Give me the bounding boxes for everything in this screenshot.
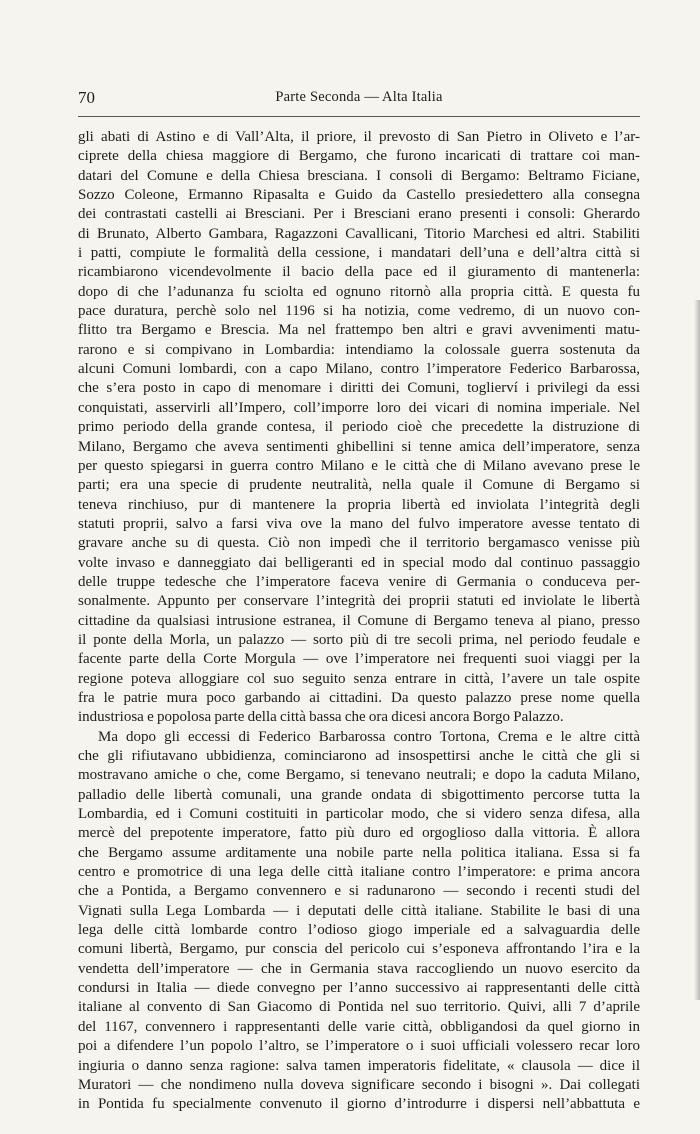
text-line: conquistati, asservirli all’Impero, coll’imporre loro dei vicari di nomina imperiale. Nel <box>78 399 640 416</box>
text-line: delle truppe tedesche che l’imperatore faceva venire di Germania o conduceva per- <box>78 573 640 590</box>
text-line: condursi in Italia — diede convegno per l’anno successivo ai rappresentanti delle città <box>78 980 640 997</box>
text-line: del 1167, convennero i rappresentanti delle varie città, obbligandosi da quel giorno in <box>78 1018 640 1035</box>
text-line: poi a difendere l’un popolo l’altro, se l’imperatore o i suoi ufficiali volessero recar loro <box>78 1038 640 1055</box>
text-line: mostravano amiche o che, come Bergamo, si tenevano neutrali; e dopo la caduta Milano, <box>78 767 640 784</box>
text-line: teneva rinchiuso, pur di mantenere la propria libertà ed inviolata l’integrità degli <box>78 496 640 513</box>
text-line: Sozzo Coleone, Ermanno Ripasalta e Guido da Castello presiedettero alla consegna <box>78 187 640 204</box>
text-line: in Pontida fu specialmente convenuto il giorno d’introdurre i dispersi nell’abbattuta e <box>78 1096 640 1113</box>
text-line: flitto tra Bergamo e Brescia. Ma nel frattempo ben altri e gravi avvenimenti matu- <box>78 322 640 339</box>
text-line: il ponte della Morla, un palazzo — sorto più di tre secoli prima, nel periodo feudale e <box>78 631 640 648</box>
text-line: parti; era una specie di prudente neutralità, nella quale il Comune di Bergamo si <box>78 477 640 494</box>
text-line: regione poteva alloggiare col suo seguito senza entrare in città, l’avere un tale ospite <box>78 670 640 687</box>
text-line: che gli rifiutavano ubbidienza, cominciarono ad insospettirsi anche le città che gli si <box>78 748 640 764</box>
text-line: ingiuria o danno senza ragione: salva tamen imperatoris fidelitate, « clausola — dice il <box>78 1057 640 1074</box>
text-line: pace duratura, perchè solo nel 1196 si ha notizia, come vedremo, di un nuovo con- <box>78 303 640 320</box>
text-line: palladio delle libertà comunali, una grande ondata di sbigottimento percorse tutta la <box>78 786 640 803</box>
text-line: che s’era posto in capo di menomare i diritti dei Comuni, toglierví i privilegi da essi <box>78 380 640 397</box>
text-line: gravare anche su di questa. Ciò non impedì che il territorio bergamasco venisse più <box>78 535 640 552</box>
text-line: mercè del prepotente imperatore, fatto più duro ed orgoglioso dalla vittoria. È allora <box>78 825 640 842</box>
text-line: per questo spiegarsi in guerra contro Milano e le città che di Milano avevano prese le <box>78 457 640 474</box>
text-line: lega delle città lombarde contro l’odioso giogo imperiale ed a salvaguardia delle <box>78 922 640 939</box>
page-number: 70 <box>78 88 95 107</box>
text-line: che a Pontida, a Bergamo convennero e si radunarono — secondo i recenti studi del <box>78 883 640 900</box>
text-line: comuni libertà, Bergamo, pur conscia del pericolo cui s’esponeva affrontando l’ira e la <box>78 941 640 958</box>
text-line: primo periodo della grande contesa, il periodo cioè che precedette la distruzione di <box>78 419 640 436</box>
body-text <box>78 128 640 1134</box>
text-line: rarono e si compivano in Lombardia: intendiamo la colossale guerra sostenuta da <box>78 341 640 358</box>
running-head: Parte Seconda — Alta Italia <box>275 89 443 105</box>
text-line: sonalmente. Appunto per conservare l’integrità dei proprii statuti ed inviolate le libertà <box>78 593 640 610</box>
text-line: i patti, compiute le formalità della cessione, i mandatari dell’una e dell’altra città si <box>78 245 640 262</box>
page-header <box>78 88 640 108</box>
text-line: dopo di che l’adunanza fu sciolta ed ognuno ritornò alla propria città. E questa fu <box>78 283 640 300</box>
text-line: italiane al convento di San Giacomo di Pontida nel suo territorio. Quivi, alli 7 d’aprile <box>78 999 640 1016</box>
page-edge-shadow <box>694 300 700 1000</box>
text-line: cittadine da qualsiasi intrusione estranea, il Comune di Bergamo teneva al piano, presso <box>78 612 640 629</box>
text-line: Vignati sulla Lega Lombarda — i deputati delle città italiane. Stabilite le basi di una <box>78 902 640 919</box>
text-line: che Bergamo assume arditamente una nobile parte nella politica italiana. Essa si fa <box>78 844 640 861</box>
text-line: Lombardia, ed i Comuni costituiti in particolar modo, che si videro senza difesa, alla <box>78 806 640 823</box>
text-line: alcuni Comuni lombardi, con a capo Milano, contro l’imperatore Federico Barbarossa, <box>78 361 640 378</box>
text-line: dei contrastati castelli ai Bresciani. Per i Bresciani erano presenti i consoli: Gherardo <box>78 206 640 223</box>
text-line: industriosa e popolosa parte della città bassa che ora dicesi ancora Borgo Palazzo. <box>78 709 564 726</box>
text-line <box>78 1115 640 1134</box>
text-line: centro e promotrice di una lega delle città italiane contro l’imperatore: e prima ancora <box>78 864 640 881</box>
text-line: di Brunato, Alberto Gambara, Ragazzoni Cavallicani, Titorio Marchesi ed altri. Stabiliti <box>78 225 640 242</box>
text-line: datari del Comune e della Chiesa bresciana. I consoli di Bergamo: Beltramo Ficiane, <box>78 167 640 184</box>
text-line: statuti proprii, salvo a farsi viva ove la mano del fulvo imperatore avesse tentato di <box>78 515 640 532</box>
text-line: Muratori — che nondimeno nulla doveva significare secondo i bisogni ». Dai collegati <box>78 1076 640 1093</box>
text-line: Ma dopo gli eccessi di Federico Barbarossa contro Tortona, Crema e le altre città <box>98 728 640 745</box>
text-line: volte invaso e danneggiato dai belligeranti ed in special modo dal continuo passaggio <box>78 554 640 571</box>
text-line: vendetta dell’imperatore — che in Germania stava raccogliendo un nuovo esercito da <box>78 960 640 977</box>
header-rule <box>78 116 640 117</box>
text-line: ricambiarono vicendevolmente il bacio della pace ed il giuramento di mantenerla: <box>78 264 640 281</box>
text-line: Milano, Bergamo che aveva sentimenti ghibellini si tenne amica dell’imperatore, senza <box>78 438 640 455</box>
text-line: gli abati di Astino e di Vall’Alta, il priore, il prevosto di San Pietro in Oliveto e l’ar- <box>78 129 640 145</box>
text-line: ciprete della chiesa maggiore di Bergamo, che furono incaricati di trattare coi man- <box>78 148 640 165</box>
text-line: facente parte della Corte Morgula — ove l’imperatore nei frequenti suoi viaggi per la <box>78 651 640 668</box>
text-line: fra le patrie mura poco garbando ai cittadini. Da questo palazzo prese nome quella <box>78 689 640 706</box>
